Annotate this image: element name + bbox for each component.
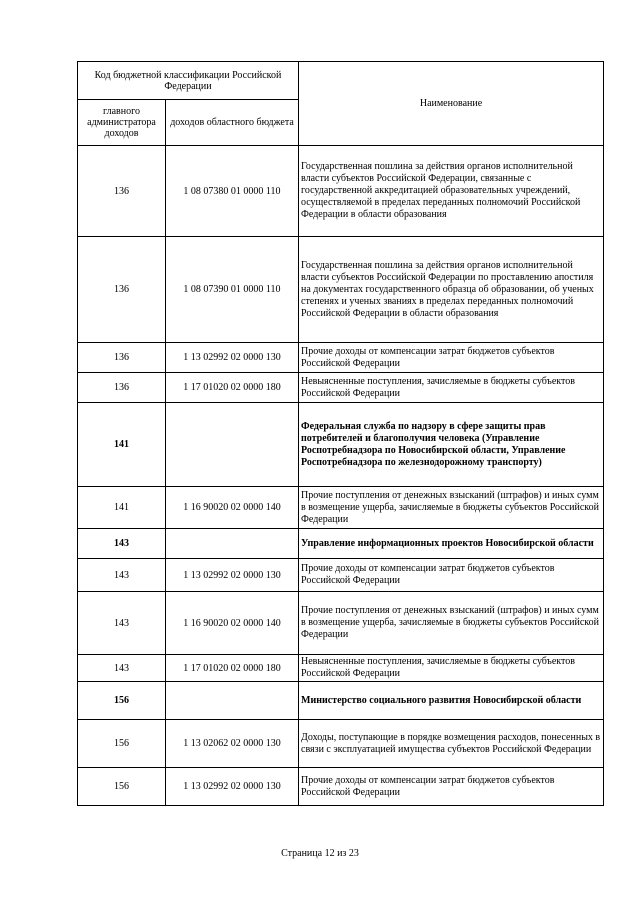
revenue-name-cell: Прочие поступления от денежных взысканий (штрафов) и иных сумм в возмещение ущерба, зачисляемые в бюджеты субъектов Российской Федерации [299,592,604,655]
revenue-name-cell: Прочие поступления от денежных взысканий (штрафов) и иных сумм в возмещение ущерба, зачисляемые в бюджеты субъектов Российской Федерации [299,487,604,529]
budget-classification-table [77,61,604,806]
table-row [78,403,604,487]
header-regional-revenue: доходов областного бюджета [166,100,299,146]
admin-code-cell: 136 [78,146,166,237]
revenue-name-cell: Государственная пошлина за действия органов исполнительной власти субъектов Российской Федерации по проставлению апостиля на документах государственного образца об образовании, об ученых степенях и ученых званиях в пределах переданных полномочий Российской Федерации в области образования [299,237,604,343]
revenue-code-cell: 1 08 07380 01 0000 110 [166,146,299,237]
table-body [78,146,604,806]
admin-code-cell: 156 [78,768,166,806]
revenue-code-cell: 1 13 02992 02 0000 130 [166,559,299,592]
revenue-name-cell: Прочие доходы от компенсации затрат бюджетов субъектов Российской Федерации [299,559,604,592]
table-row [78,682,604,720]
page-footer: Страница 12 из 23 [281,848,359,859]
table-row [78,720,604,768]
admin-code-cell: 136 [78,237,166,343]
revenue-code-cell [166,403,299,487]
revenue-code-cell: 1 08 07390 01 0000 110 [166,237,299,343]
admin-code-cell: 143 [78,559,166,592]
admin-code-cell: 141 [78,487,166,529]
table-row [78,559,604,592]
header-chief-administrator: главного администратора доходов [78,100,166,146]
revenue-code-cell: 1 13 02992 02 0000 130 [166,343,299,373]
table-row [78,529,604,559]
header-budget-code-group: Код бюджетной классификации Российской Федерации [78,62,299,100]
admin-code-cell: 136 [78,373,166,403]
revenue-code-cell [166,682,299,720]
revenue-name-cell: Прочие доходы от компенсации затрат бюджетов субъектов Российской Федерации [299,343,604,373]
admin-code-cell: 156 [78,720,166,768]
revenue-code-cell: 1 17 01020 02 0000 180 [166,373,299,403]
revenue-code-cell: 1 16 90020 02 0000 140 [166,592,299,655]
revenue-code-cell: 1 17 01020 02 0000 180 [166,655,299,682]
revenue-code-cell [166,529,299,559]
table-row [78,768,604,806]
revenue-code-cell: 1 13 02062 02 0000 130 [166,720,299,768]
revenue-code-cell: 1 16 90020 02 0000 140 [166,487,299,529]
revenue-code-cell: 1 13 02992 02 0000 130 [166,768,299,806]
header-name: Наименование [299,62,604,146]
admin-code-cell: 143 [78,655,166,682]
admin-code-cell: 141 [78,403,166,487]
revenue-name-cell: Управление информационных проектов Новосибирской области [299,529,604,559]
table-row [78,487,604,529]
revenue-name-cell: Невыясненные поступления, зачисляемые в бюджеты субъектов Российской Федерации [299,373,604,403]
revenue-name-cell: Прочие доходы от компенсации затрат бюджетов субъектов Российской Федерации [299,768,604,806]
admin-code-cell: 143 [78,592,166,655]
revenue-name-cell: Федеральная служба по надзору в сфере защиты прав потребителей и благополучия человека (Управление Роспотребнадзора по Новосибирской области, Управление Роспотребнадзора по железнодорожному транспорту) [299,403,604,487]
table-row [78,343,604,373]
table-row [78,592,604,655]
revenue-name-cell: Государственная пошлина за действия органов исполнительной власти субъектов Российской Федерации, связанные с государственной аккредитацией образовательных учреждений, осуществляемой в пределах переданных полномочий Российской Федерации в области образования [299,146,604,237]
table-row [78,655,604,682]
revenue-name-cell: Министерство социального развития Новосибирской области [299,682,604,720]
revenue-name-cell: Невыясненные поступления, зачисляемые в бюджеты субъектов Российской Федерации [299,655,604,682]
admin-code-cell: 156 [78,682,166,720]
revenue-name-cell: Доходы, поступающие в порядке возмещения расходов, понесенных в связи с эксплуатацией имущества субъектов Российской Федерации [299,720,604,768]
admin-code-cell: 143 [78,529,166,559]
table-row [78,146,604,237]
admin-code-cell: 136 [78,343,166,373]
table-row [78,237,604,343]
table-row [78,373,604,403]
